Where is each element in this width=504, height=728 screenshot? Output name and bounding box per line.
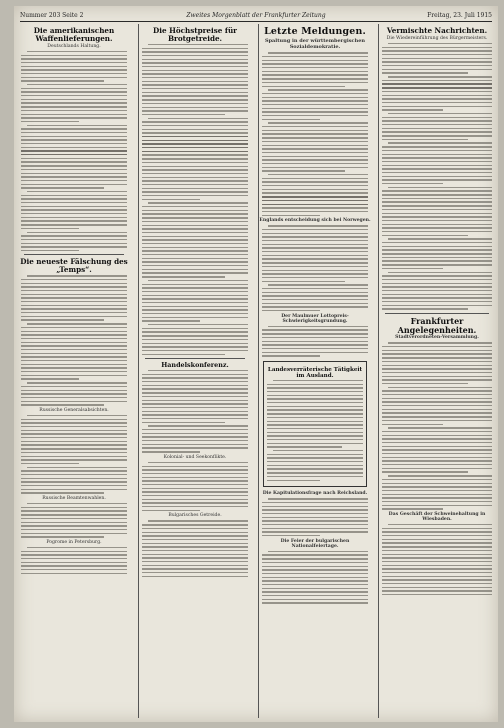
article-subtitle-pig-farming: Das Geschäft der Schweinehaltung in Wiesbaden. [388, 512, 486, 523]
article-subtitle-colonial: Kolonial- und Seekonflikte. [163, 454, 227, 460]
article-body [379, 342, 495, 509]
article-title-weapons: Die amerikanischen Waffenlieferungen. [33, 26, 115, 43]
article-body [18, 503, 130, 538]
newspaper-page [14, 6, 498, 722]
article-body [379, 43, 495, 310]
article-subtitle-bulgarian-grain: Bulgarisches Getreide. [168, 513, 222, 519]
article-body [259, 498, 371, 536]
article-body [18, 547, 130, 574]
article-body [18, 275, 130, 405]
article-subtitle-split: Spaltung in der württembergischen Sozialdemokratie. [264, 38, 366, 51]
column-1 [18, 24, 130, 718]
article-body [259, 52, 371, 216]
article-body [264, 380, 366, 481]
article-title-treason: Landesverräterische Tätigkeit im Ausland. [267, 366, 363, 379]
article-subtitle-russian-officials: Russische Beamtenwahlen. [42, 496, 106, 502]
column-4 [378, 24, 495, 718]
article-body [259, 225, 371, 311]
article-title-trade-conference: Handelskonferenz. [161, 360, 229, 369]
page-header [20, 10, 492, 22]
article-subtitle-germany: Deutschlands Haltung. [47, 43, 101, 49]
section-title-latest-news: Letzte Meldungen. [264, 26, 366, 37]
header-issue-number: Nummer 203 Seite 2 [20, 12, 84, 19]
article-body [139, 370, 251, 453]
article-subtitle-lottery: Der Maulmuer Lottopreis-Schwierigkeitsgrundung. [281, 313, 349, 324]
article-subtitle-mayor: Die Wiedereinführung des Bürgermeisters. [386, 35, 488, 41]
article-subtitle-city-council: Stadtverordneten-Versammlung. [395, 335, 479, 341]
header-newspaper-name: Zweites Morgenblatt der Frankfurter Zeitung [186, 12, 326, 19]
column-3 [258, 24, 371, 718]
article-subtitle-capitulation: Die Kapitulationsfrage nach Reichsland. [262, 491, 368, 497]
article-body [18, 415, 130, 494]
article-body [139, 44, 251, 355]
boxed-article [263, 361, 367, 488]
article-subtitle-bulgarian-holiday: Die Feier der bulgarischen Nationalfeiertage. [280, 538, 350, 549]
section-title-frankfurt: Frankfurter Angelegenheiten. [397, 315, 477, 335]
article-body [379, 524, 495, 595]
column-2 [138, 24, 251, 718]
article-subtitle-russian-generals: Russische Generalsabsichten. [39, 407, 109, 413]
article-subtitle-pogroms: Pogrome in Petersburg. [46, 539, 102, 545]
section-title-misc-news: Vermischte Nachrichten. [386, 26, 488, 35]
header-date: Freitag, 23. Juli 1915 [427, 12, 492, 19]
article-title-grain-prices: Die Höchstpreise für Brotgetreide. [153, 26, 237, 43]
article-body [139, 462, 251, 511]
article-body [18, 51, 130, 252]
article-title-temps: Die neueste Fälschung des „Temps“. [20, 257, 128, 275]
article-body [259, 551, 371, 604]
article-body [259, 326, 371, 357]
article-body [139, 520, 251, 577]
article-subtitle-england: Englands entscheidung sich bei Norwegen. [259, 218, 371, 224]
